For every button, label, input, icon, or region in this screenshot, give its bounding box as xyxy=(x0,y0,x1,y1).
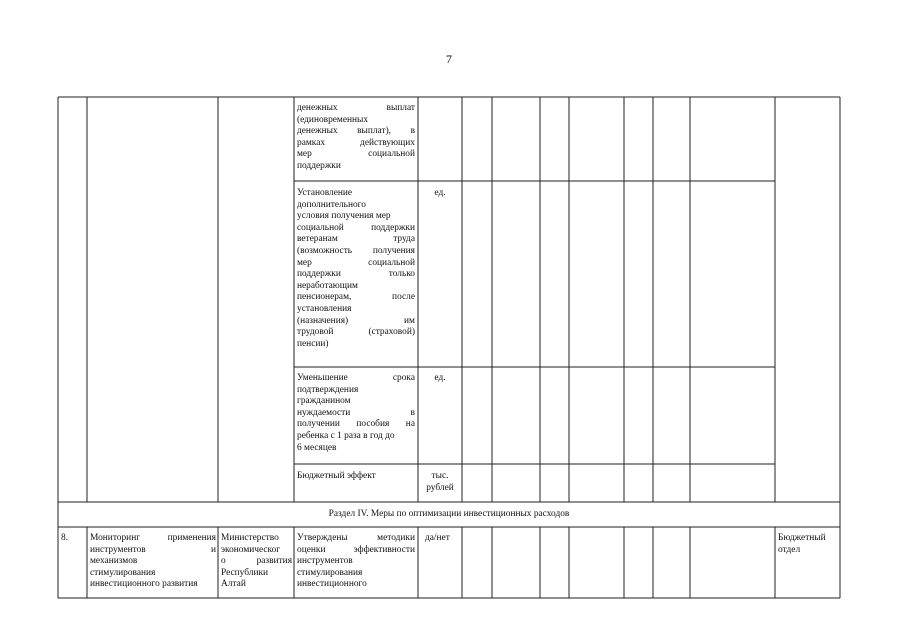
indicator-line: гражданином xyxy=(297,396,351,407)
executor-line: Алтай xyxy=(221,579,246,590)
indicator-line: Установление xyxy=(297,188,353,198)
indicator-line: инвестиционного xyxy=(297,579,367,590)
row-number: 8. xyxy=(61,533,69,543)
indicator-line: подтверждения xyxy=(297,384,359,395)
indicator-line: установления xyxy=(297,304,352,314)
measure-line: инвестиционного развития xyxy=(90,579,198,590)
indicator-line: Уменьшение срока xyxy=(297,373,415,383)
indicator-line: инструментов xyxy=(297,556,353,567)
section-heading: Раздел IV. Меры по оптимизации инвестиционных расходов xyxy=(328,509,570,519)
indicator-line: пенсионерам, после xyxy=(297,292,415,303)
page-number: 7 xyxy=(446,52,452,66)
executor-line: Министерство xyxy=(221,533,279,543)
measure-line: стимулирования xyxy=(90,567,156,578)
indicator-budget-effect: Бюджетный эффект xyxy=(297,471,376,481)
unit-cell: ед. xyxy=(434,188,446,198)
indicator-line: нуждаемости в xyxy=(297,407,415,418)
indicator-line: (назначения) им xyxy=(297,315,415,326)
unit-cell: ед. xyxy=(434,373,446,383)
indicator-line: 6 месяцев xyxy=(297,442,337,453)
indicator-line: пенсии) xyxy=(297,338,329,349)
unit-line: тыс. xyxy=(431,471,449,481)
indicator-line: Утверждены методики xyxy=(297,533,415,543)
indicator-line: стимулирования xyxy=(297,567,363,578)
indicator-line: денежных выплат), в xyxy=(297,126,415,137)
indicator-line: ребенка с 1 раза в год до xyxy=(297,431,395,441)
indicator-line: ветеранам труда xyxy=(297,234,415,245)
unit-cell-thousand-rubles xyxy=(420,471,460,494)
indicator-line: социальной поддержки xyxy=(297,222,415,233)
responsible-line: Бюджетный xyxy=(778,533,826,543)
indicator-line: (единовременных xyxy=(297,114,369,125)
unit-cell-yes-no: да/нет xyxy=(425,533,450,543)
indicator-line: получении пособия на xyxy=(297,419,415,430)
indicator-line: неработающим xyxy=(297,280,358,291)
indicator-line: денежных выплат xyxy=(297,103,415,113)
indicator-line: (возможность получения xyxy=(297,246,415,256)
indicator-line: поддержки только xyxy=(297,269,415,280)
executor-line: экономическог xyxy=(221,544,281,555)
indicator-line: мер социальной xyxy=(297,149,415,160)
indicator-line: трудовой (страховой) xyxy=(297,327,415,338)
indicator-line: рамках действующих xyxy=(297,137,415,148)
indicator-line: дополнительного xyxy=(297,199,366,210)
indicator-line: условия получения мер xyxy=(297,211,391,222)
measure-line: инструментов и xyxy=(90,544,216,555)
indicator-line: оценки эффективности xyxy=(297,544,415,555)
executor-line: о развития xyxy=(221,556,292,567)
responsible-line: отдел xyxy=(778,544,801,555)
unit-line: рублей xyxy=(426,482,454,493)
indicator-line: поддержки xyxy=(297,161,341,171)
indicator-line: мер социальной xyxy=(297,257,415,268)
measure-line: Мониторинг применения xyxy=(90,533,216,543)
measure-line: механизмов xyxy=(90,556,138,567)
executor-line: Республики xyxy=(221,567,269,578)
